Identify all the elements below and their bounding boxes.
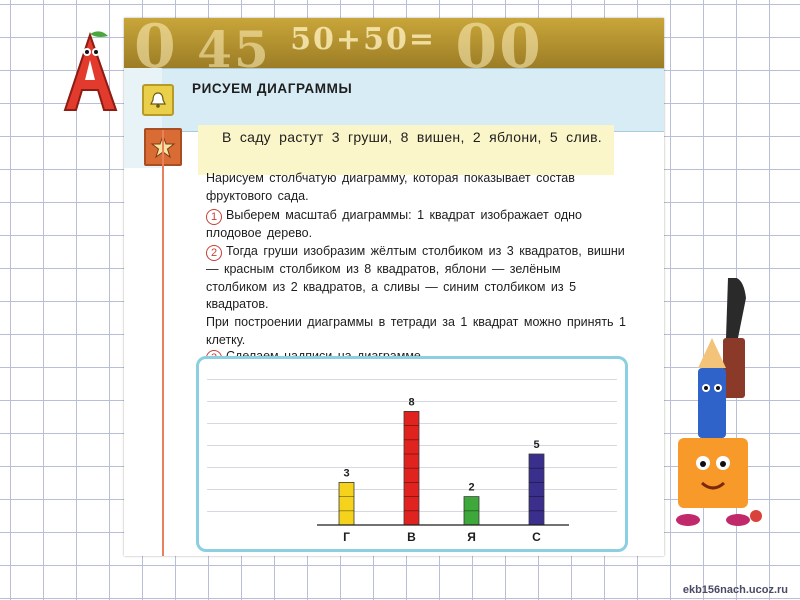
footer-url: ekb156nach.ucoz.ru [682,584,788,596]
intro-paragraph: Нарисуем столбчатую диаграмму, которая показывает состав фруктового сада. [206,171,575,203]
bar-value-label: 3 [343,467,350,480]
letter-a-mascot [60,30,130,125]
banner-decoration [134,18,543,68]
note-paragraph: При построении диаграммы в тетради за 1 квадрат можно принять 1 клетку. [206,315,626,347]
category-label: Я [467,530,476,544]
pencil-mascot [668,278,778,543]
bar-4 [529,454,544,525]
step-text: Выберем масштаб диаграммы: 1 квадрат изображает одно плодовое дерево. [206,208,582,240]
banner-expression: 50+50= [290,22,436,57]
bar-value-label: 8 [408,396,415,409]
step-2 [206,243,626,314]
category-label: Г [343,530,350,544]
banner-number: 45 [197,20,271,68]
textbook-page [124,18,664,556]
page-title: РИСУЕМ ДИАГРАММЫ [192,81,353,96]
bar-1 [339,482,354,525]
category-label: С [532,530,541,544]
banner-digit: 0 [134,18,178,68]
header-banner [124,18,664,68]
step-1 [206,207,626,243]
bell-icon [142,84,174,116]
step-number: 1 [206,209,222,225]
step-number: 2 [206,245,222,261]
title-bar [124,68,664,132]
category-label: В [407,530,416,544]
step-text: Тогда груши изобразим жёлтым столбиком из 3 квадратов, вишни — красным столбиком из 8 квадратов, яблони — зелёным столбиком из 2 квадратов, а сливы — синим столбиком из 5 квадратов. [206,244,625,312]
bar-value-label: 2 [468,481,475,494]
margin-line [162,130,164,556]
bar-chart [199,359,625,549]
bar-value-label: 5 [533,439,540,451]
banner-zeros: 00 [455,18,543,68]
chart-frame [196,356,628,552]
task-text: В саду растут 3 груши, 8 вишен, 2 яблони, 5 слив. [222,129,603,145]
